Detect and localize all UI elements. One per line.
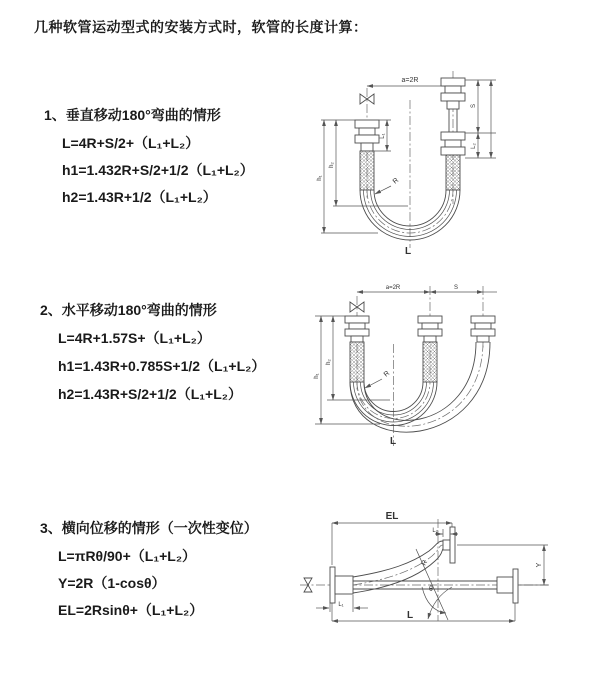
vertical-bend-drawing [308, 66, 600, 262]
l2-dim-label: L₂ [432, 528, 438, 534]
section1-formula-L: L=4R+S/2+（L₁+L₂） [62, 135, 200, 151]
r-label: R [391, 176, 401, 186]
theta-arc-1 [422, 587, 446, 613]
right-upper-flange-lower [441, 93, 465, 101]
upper-flange-plate [450, 527, 455, 563]
l1-dim-label: L₁ [338, 602, 344, 608]
section2-formula-L: L=4R+1.57S+（L₁+L₂） [58, 330, 211, 346]
right-braided-hose [446, 155, 460, 190]
left-braided-hose [360, 151, 374, 190]
h2-dim-label: h₂ [329, 162, 335, 168]
r-label: R [420, 559, 430, 567]
h1-dim-label: h₁ [317, 175, 323, 181]
left-flange-neck [359, 128, 375, 135]
section1-formula-h1: h1=1.432R+S/2+1/2（L₁+L₂） [62, 162, 254, 178]
r-label: R [382, 369, 392, 379]
a2r-dim-label: a=2R [385, 285, 401, 291]
left-pipe-fitting [345, 316, 369, 382]
left-flange-plate [330, 567, 335, 603]
s-dim-label: S [453, 285, 459, 291]
section2-formula-h1: h1=1.43R+0.785S+1/2（L₁+L₂） [58, 358, 266, 374]
a2r-dim-label: a=2R [401, 77, 419, 84]
right-straight-hub [497, 577, 513, 593]
left-pipe-neck [361, 143, 373, 151]
right-lower-flange-lower [441, 147, 465, 155]
lateral-displacement-drawing [298, 503, 600, 655]
r-leader-line [365, 379, 382, 388]
right-straight-flange-plate [513, 569, 518, 603]
left-flange [355, 120, 379, 128]
el-dim-label: EL [385, 511, 399, 522]
section2-heading: 2、水平移动180°弯曲的情形 [40, 302, 217, 318]
l2-dim-label: L₂ [471, 143, 477, 149]
right-pipe-neck [447, 101, 459, 109]
left-flange-lower [355, 135, 379, 143]
section1-formula-h2: h2=1.43R+1/2（L₁+L₂） [62, 189, 217, 205]
l-bottom-label: L [389, 436, 397, 447]
theta-label: θ [429, 586, 433, 593]
l1-dim-label: L₁ [380, 133, 386, 139]
section3-formula-EL: EL=2Rsinθ+（L₁+L₂） [58, 602, 204, 618]
section1-heading: 1、垂直移动180°弯曲的情形 [44, 107, 221, 123]
diagram-vertical-180-bend [308, 66, 600, 262]
section3-formula-Y: Y=2R（1-cosθ） [58, 575, 166, 591]
h1-dim-label: h₁ [314, 373, 320, 379]
h2-dim-label: h₂ [326, 359, 332, 365]
right-lower-neck [445, 140, 461, 147]
right-lower-flange [441, 132, 465, 140]
section2-formula-h2: h2=1.43R+S/2+1/2（L₁+L₂） [58, 386, 242, 402]
right-upper-neck [445, 86, 461, 93]
middle-pipe-fitting [418, 316, 442, 382]
right-upper-flange [441, 78, 465, 86]
y-dim-label: Y [536, 562, 543, 568]
l-extension-lines [332, 603, 515, 621]
u-bend-displaced-hose [350, 342, 490, 432]
r-leader-line [375, 186, 391, 194]
left-flange-hub [335, 576, 353, 594]
section3-formula-L: L=πRθ/90+（L₁+L₂） [58, 548, 197, 564]
radius-line [416, 549, 448, 620]
l-bottom-label: L [404, 246, 412, 257]
diagram-lateral-displacement [298, 503, 600, 655]
upper-flange-hub [443, 540, 450, 550]
section3-heading: 3、横向位移的情形（一次性变位） [40, 520, 258, 536]
l-dim-label: L [406, 610, 414, 621]
right-pipe-fitting [471, 316, 495, 342]
page-title: 几种软管运动型式的安装方式时，软管的长度计算： [34, 19, 368, 35]
s-dim-label: S [471, 103, 477, 109]
horizontal-bend-drawing [305, 278, 600, 460]
diagram-horizontal-180-bend [305, 278, 600, 460]
